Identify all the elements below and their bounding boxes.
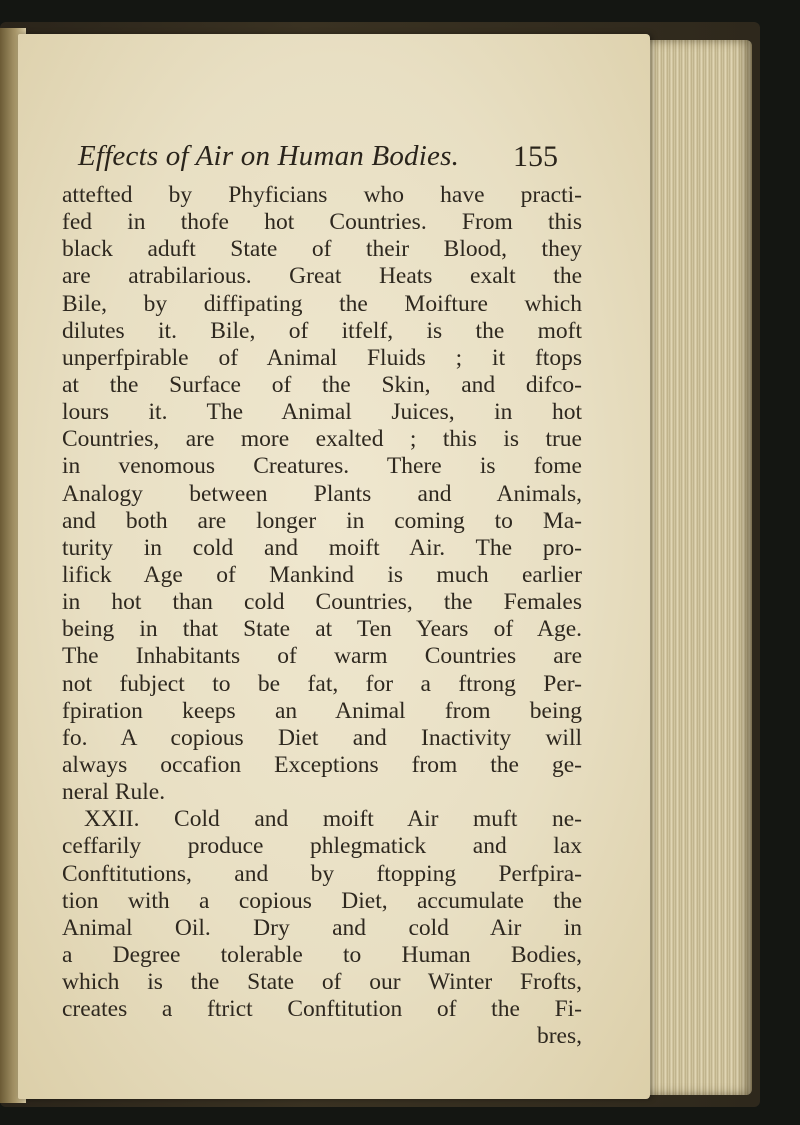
section-heading-line: XXII. Cold and moift Air muft ne- (84, 806, 582, 833)
text-line: turity in cold and moift Air. The pro- (62, 534, 582, 561)
text-line: ceffarily produce phlegmatick and lax (62, 833, 582, 860)
catchword: bres, (536, 1023, 582, 1050)
text-line: Conftitutions, and by ftopping Perfpira- (62, 860, 582, 887)
text-line: attefted by Phyficians who have practi- (62, 182, 582, 208)
text-line: at the Surface of the Skin, and difco- (62, 371, 582, 398)
text-line: tion with a copious Diet, accumulate the (62, 887, 582, 914)
text-line: in hot than cold Countries, the Females (62, 589, 582, 616)
page-header (78, 140, 558, 180)
text-line: black aduft State of their Blood, they (62, 236, 582, 263)
text-line: Countries, are more exalted ; this is true (62, 426, 582, 453)
body-text (62, 182, 582, 1051)
text-line: fo. A copious Diet and Inactivity will (62, 724, 582, 751)
text-line: creates a ftrict Conftitution of the Fi- (62, 996, 582, 1023)
text-line: unperfpirable of Animal Fluids ; it ftops (62, 344, 582, 371)
text-line: which is the State of our Winter Frofts, (62, 969, 582, 996)
page-edges (640, 40, 752, 1095)
text-line: Analogy between Plants and Animals, (62, 480, 582, 507)
text-line: Bile, by diffipating the Moifture which (62, 290, 582, 317)
text-line: Animal Oil. Dry and cold Air in (62, 914, 582, 941)
text-line: always occafion Exceptions from the ge- (62, 751, 582, 778)
text-line: a Degree tolerable to Human Bodies, (62, 941, 582, 968)
text-line: and both are longer in coming to Ma- (62, 507, 582, 534)
text-line: neral Rule. (62, 779, 166, 806)
text-line: The Inhabitants of warm Countries are (62, 643, 582, 670)
page-number: 155 (513, 140, 558, 173)
text-line: in venomous Creatures. There is fome (62, 453, 582, 480)
text-line: are atrabilarious. Great Heats exalt the (62, 263, 582, 290)
text-line: being in that State at Ten Years of Age. (62, 616, 582, 643)
text-line: dilutes it. Bile, of itfelf, is the moft (62, 317, 582, 344)
text-line: lours it. The Animal Juices, in hot (62, 399, 582, 426)
running-title: Effects of Air on Human Bodies. (78, 140, 460, 172)
text-line: not fubject to be fat, for a ftrong Per- (62, 670, 582, 697)
text-line: lifick Age of Mankind is much earlier (62, 561, 582, 588)
text-line: fpiration keeps an Animal from being (62, 697, 582, 724)
text-line: fed in thofe hot Countries. From this (62, 209, 582, 236)
